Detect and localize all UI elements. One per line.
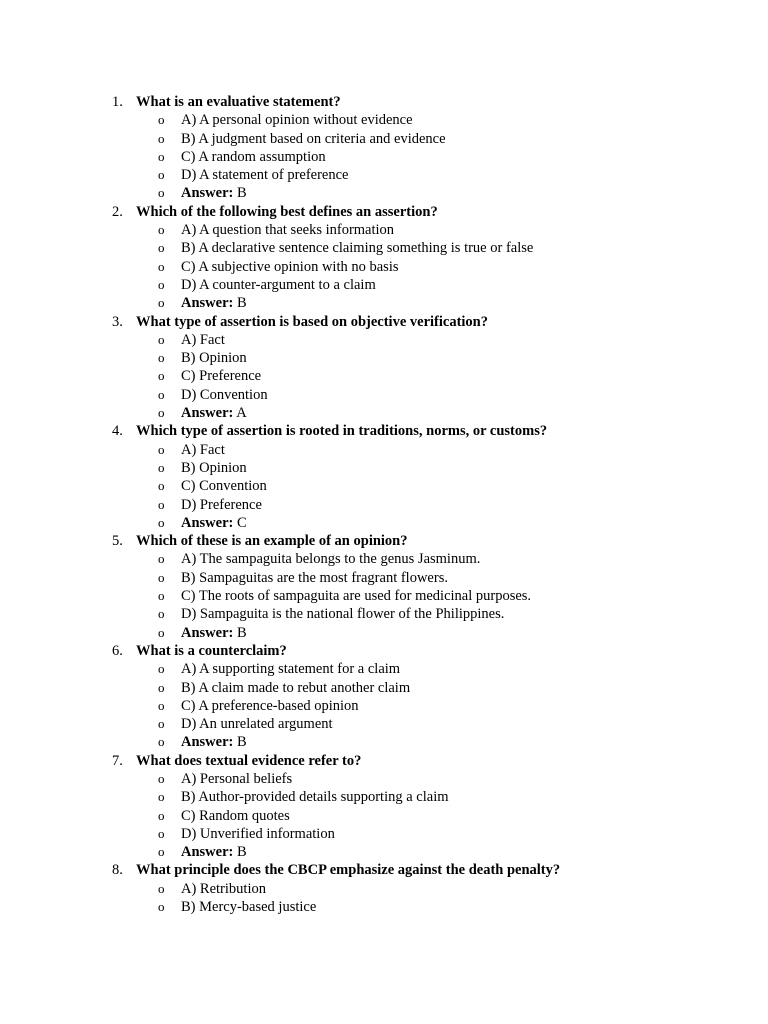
option-text: C) Random quotes xyxy=(181,807,290,824)
option-item xyxy=(0,221,768,239)
question-text: Which type of assertion is rooted in traditions, norms, or customs? xyxy=(136,423,548,440)
question-item xyxy=(0,422,768,532)
option-text: C) A random assumption xyxy=(181,148,326,165)
bullet-icon: o xyxy=(158,789,165,805)
answer-value: B xyxy=(236,624,247,641)
option-item xyxy=(0,367,768,385)
option-text: A) A question that seeks information xyxy=(181,222,395,239)
option-text: A) Personal beliefs xyxy=(181,770,293,787)
question-number: 7. xyxy=(112,752,123,769)
answer-text xyxy=(181,624,247,642)
bullet-icon: o xyxy=(158,588,165,604)
answer-label: Answer: xyxy=(181,295,234,312)
document-body xyxy=(0,93,768,916)
bullet-icon: o xyxy=(158,386,165,402)
option-text: A) A personal opinion without evidence xyxy=(181,112,413,129)
option-item xyxy=(0,788,768,806)
option-text: B) Sampaguitas are the most fragrant flowers. xyxy=(181,569,448,586)
answer-value: B xyxy=(236,185,247,202)
option-item xyxy=(0,496,768,514)
option-item xyxy=(0,715,768,733)
bullet-icon: o xyxy=(158,276,165,292)
option-item xyxy=(0,130,768,148)
answer-item xyxy=(0,733,768,751)
option-text: D) Convention xyxy=(181,386,268,403)
question-line xyxy=(0,93,768,111)
option-item xyxy=(0,697,768,715)
bullet-icon: o xyxy=(158,844,165,860)
question-item xyxy=(0,532,768,642)
bullet-icon: o xyxy=(158,478,165,494)
question-item xyxy=(0,313,768,423)
option-item xyxy=(0,569,768,587)
question-line xyxy=(0,861,768,879)
option-text: D) Sampaguita is the national flower of the Philippines. xyxy=(181,606,505,623)
option-item xyxy=(0,331,768,349)
bullet-icon: o xyxy=(158,880,165,896)
bullet-icon: o xyxy=(158,624,165,640)
answer-label: Answer: xyxy=(181,185,234,202)
answer-item xyxy=(0,184,768,202)
option-item xyxy=(0,550,768,568)
bullet-icon: o xyxy=(158,148,165,164)
option-text: A) The sampaguita belongs to the genus Jasminum. xyxy=(181,551,481,568)
answer-value: B xyxy=(236,734,247,751)
question-text: What does textual evidence refer to? xyxy=(136,752,362,769)
option-item xyxy=(0,880,768,898)
option-text: A) A supporting statement for a claim xyxy=(181,661,401,678)
bullet-icon: o xyxy=(158,807,165,823)
option-text: C) Preference xyxy=(181,368,262,385)
question-text: What is an evaluative statement? xyxy=(136,94,341,110)
option-text: D) A statement of preference xyxy=(181,167,349,184)
option-item xyxy=(0,477,768,495)
option-item xyxy=(0,807,768,825)
answer-value: B xyxy=(236,295,247,312)
question-line xyxy=(0,422,768,440)
bullet-icon: o xyxy=(158,222,165,238)
option-text: B) A claim made to rebut another claim xyxy=(181,679,411,696)
question-line xyxy=(0,642,768,660)
bullet-icon: o xyxy=(158,331,165,347)
option-text: C) A preference-based opinion xyxy=(181,697,359,714)
bullet-icon: o xyxy=(158,441,165,457)
question-text: Which of these is an example of an opinion? xyxy=(136,533,408,550)
option-item xyxy=(0,441,768,459)
question-number: 5. xyxy=(112,533,123,550)
answer-item xyxy=(0,404,768,422)
question-number: 2. xyxy=(112,203,123,220)
bullet-icon: o xyxy=(158,240,165,256)
option-text: D) An unrelated argument xyxy=(181,716,333,733)
bullet-icon: o xyxy=(158,496,165,512)
question-text: What type of assertion is based on objective verification? xyxy=(136,313,488,330)
bullet-icon: o xyxy=(158,350,165,366)
bullet-icon: o xyxy=(158,606,165,622)
option-item xyxy=(0,111,768,129)
answer-label: Answer: xyxy=(181,514,234,531)
answer-text xyxy=(181,404,247,422)
answer-text xyxy=(181,843,247,861)
answer-item xyxy=(0,624,768,642)
option-text: A) Retribution xyxy=(181,880,266,897)
option-item xyxy=(0,239,768,257)
option-text: C) Convention xyxy=(181,478,267,495)
option-text: A) Fact xyxy=(181,441,225,458)
question-line xyxy=(0,532,768,550)
bullet-icon: o xyxy=(158,825,165,841)
question-number: 3. xyxy=(112,313,123,330)
answer-item xyxy=(0,843,768,861)
answer-label: Answer: xyxy=(181,844,234,861)
bullet-icon: o xyxy=(158,185,165,201)
option-item xyxy=(0,276,768,294)
answer-label: Answer: xyxy=(181,405,234,422)
bullet-icon: o xyxy=(158,405,165,421)
option-text: C) A subjective opinion with no basis xyxy=(181,258,399,275)
bullet-icon: o xyxy=(158,734,165,750)
option-text: B) A judgment based on criteria and evidence xyxy=(181,130,446,147)
option-text: A) Fact xyxy=(181,331,225,348)
answer-text xyxy=(181,733,247,751)
answer-label: Answer: xyxy=(181,624,234,641)
answer-label: Answer: xyxy=(181,734,234,751)
question-number: 1. xyxy=(112,94,123,110)
option-item xyxy=(0,258,768,276)
bullet-icon: o xyxy=(158,368,165,384)
bullet-icon: o xyxy=(158,167,165,183)
question-text: Which of the following best defines an assertion? xyxy=(136,203,438,220)
answer-text xyxy=(181,184,247,202)
bullet-icon: o xyxy=(158,514,165,530)
option-text: B) Opinion xyxy=(181,350,247,367)
option-item xyxy=(0,605,768,623)
option-text: D) Unverified information xyxy=(181,825,335,842)
option-item xyxy=(0,825,768,843)
question-item xyxy=(0,203,768,313)
option-text: D) A counter-argument to a claim xyxy=(181,276,376,293)
answer-value: C xyxy=(236,514,247,531)
bullet-icon: o xyxy=(158,258,165,274)
option-item xyxy=(0,587,768,605)
option-item xyxy=(0,660,768,678)
question-item xyxy=(0,861,768,916)
answer-value: B xyxy=(236,844,247,861)
question-item xyxy=(0,752,768,862)
option-text: B) Opinion xyxy=(181,459,247,476)
question-line xyxy=(0,313,768,331)
question-text: What principle does the CBCP emphasize against the death penalty? xyxy=(136,862,561,879)
question-number: 6. xyxy=(112,642,123,659)
answer-item xyxy=(0,294,768,312)
option-item xyxy=(0,898,768,916)
bullet-icon: o xyxy=(158,899,165,915)
bullet-icon: o xyxy=(158,661,165,677)
answer-text xyxy=(181,514,247,532)
option-item xyxy=(0,386,768,404)
bullet-icon: o xyxy=(158,716,165,732)
bullet-icon: o xyxy=(158,459,165,475)
question-text: What is a counterclaim? xyxy=(136,642,287,659)
option-text: C) The roots of sampaguita are used for medicinal purposes. xyxy=(181,588,532,605)
bullet-icon: o xyxy=(158,697,165,713)
question-number: 8. xyxy=(112,862,123,879)
bullet-icon: o xyxy=(158,770,165,786)
bullet-icon: o xyxy=(158,551,165,567)
answer-value: A xyxy=(236,405,247,422)
option-item xyxy=(0,679,768,697)
bullet-icon: o xyxy=(158,295,165,311)
option-text: B) Mercy-based justice xyxy=(181,899,317,916)
option-item xyxy=(0,166,768,184)
option-text: B) A declarative sentence claiming something is true or false xyxy=(181,240,534,257)
bullet-icon: o xyxy=(158,130,165,146)
bullet-icon: o xyxy=(158,112,165,128)
option-item xyxy=(0,349,768,367)
bullet-icon: o xyxy=(158,679,165,695)
option-text: D) Preference xyxy=(181,496,262,513)
answer-text xyxy=(181,294,247,312)
question-item xyxy=(0,93,768,203)
option-text: B) Author-provided details supporting a claim xyxy=(181,789,449,806)
option-item xyxy=(0,148,768,166)
question-line xyxy=(0,203,768,221)
question-item xyxy=(0,642,768,752)
question-number: 4. xyxy=(112,423,123,440)
bullet-icon: o xyxy=(158,569,165,585)
option-item xyxy=(0,459,768,477)
question-line xyxy=(0,752,768,770)
answer-item xyxy=(0,514,768,532)
option-item xyxy=(0,770,768,788)
